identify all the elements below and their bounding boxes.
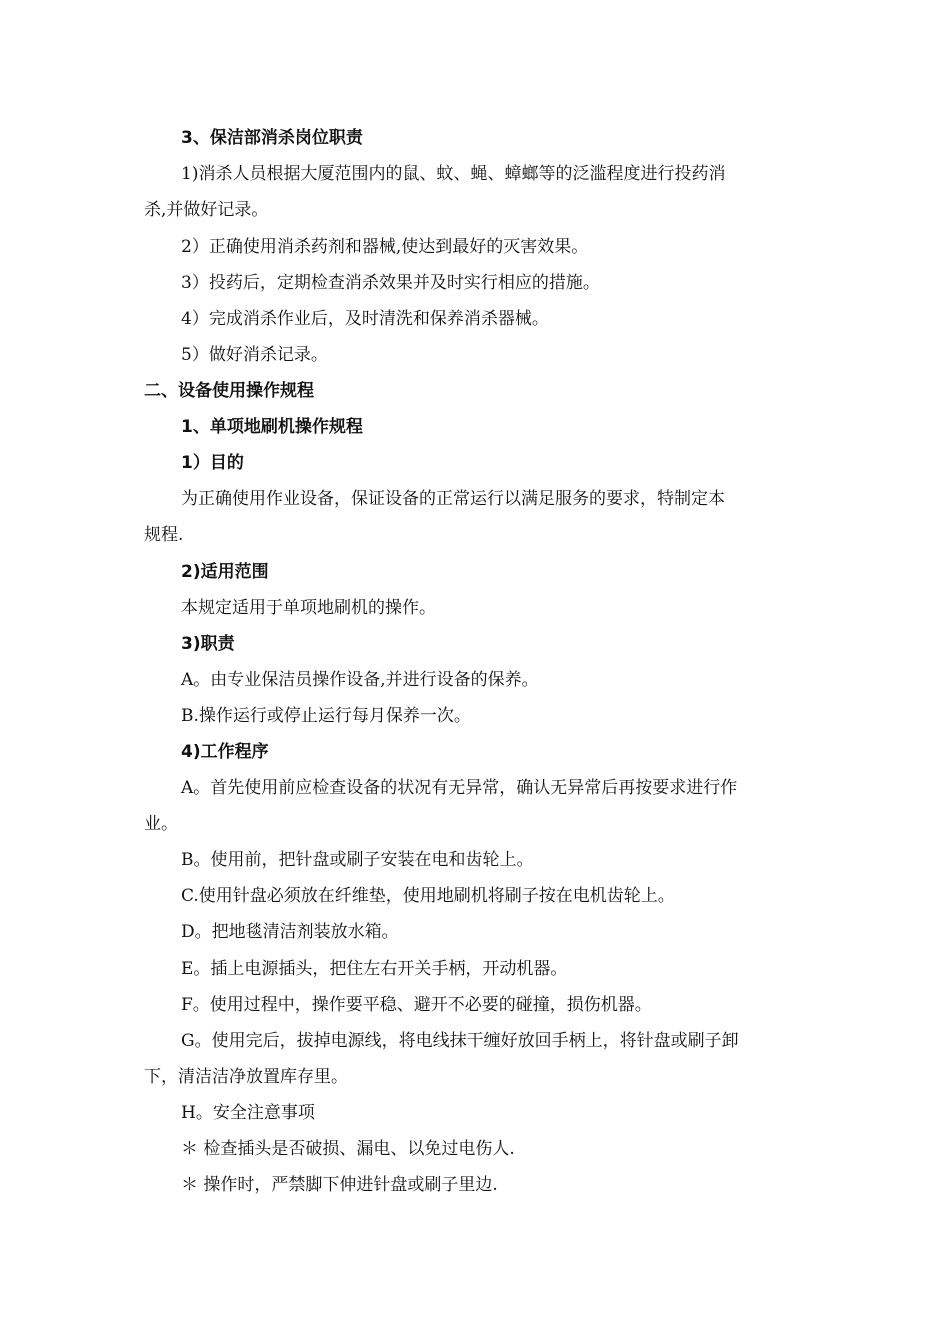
paragraph-line: C.使用针盘必须放在纤维垫，使用地刷机将刷子按在电机齿轮上。 xyxy=(181,886,675,906)
paragraph-line: A。由专业保洁员操作设备,并进行设备的保养。 xyxy=(181,670,539,690)
paragraph-line: 为正确使用作业设备，保证设备的正常运行以满足服务的要求，特制定本 xyxy=(181,489,725,509)
paragraph-line: 杀,并做好记录。 xyxy=(144,200,269,220)
subsection-heading: 4)工作程序 xyxy=(181,742,269,762)
paragraph-line: F。使用过程中，操作要平稳、避开不必要的碰撞，损伤机器。 xyxy=(181,995,652,1015)
subsection-heading: 1）目的 xyxy=(181,453,244,473)
subsection-heading: 3)职责 xyxy=(181,634,235,654)
paragraph-line: G。使用完后，拔掉电源线，将电线抹干缠好放回手柄上，将针盘或刷子卸 xyxy=(181,1031,739,1051)
paragraph-line: 3）投药后，定期检查消杀效果并及时实行相应的措施。 xyxy=(181,273,600,293)
paragraph-line: 4）完成消杀作业后，及时清洗和保养消杀器械。 xyxy=(181,309,549,329)
section-heading: 3、保洁部消杀岗位职责 xyxy=(181,128,363,148)
paragraph-line: 2）正确使用消杀药剂和器械,使达到最好的灭害效果。 xyxy=(181,237,589,257)
section-heading: 1、单项地刷机操作规程 xyxy=(181,417,363,437)
paragraph-line: 规程. xyxy=(144,525,184,545)
paragraph-line: 5）做好消杀记录。 xyxy=(181,345,328,365)
paragraph-line: 本规定适用于单项地刷机的操作。 xyxy=(181,598,436,618)
part-heading: 二、设备使用操作规程 xyxy=(144,381,314,401)
paragraph-line: 1)消杀人员根据大厦范围内的鼠、蚊、蝇、蟑螂等的泛滥程度进行投药消 xyxy=(181,164,726,184)
paragraph-line: E。插上电源插头，把住左右开关手柄，开动机器。 xyxy=(181,959,568,979)
paragraph-line: 业。 xyxy=(144,814,178,834)
paragraph-line: B。使用前，把针盘或刷子安装在电和齿轮上。 xyxy=(181,850,534,870)
subsection-heading: 2)适用范围 xyxy=(181,562,269,582)
paragraph-line: D。把地毯清洁剂装放水箱。 xyxy=(181,922,399,942)
paragraph-line: B.操作运行或停止运行每月保养一次。 xyxy=(181,706,471,726)
note-line: ＊ 检查插头是否破损、漏电、以免过电伤人. xyxy=(181,1139,515,1159)
paragraph-line: 下，清洁洁净放置库存里。 xyxy=(144,1067,348,1087)
note-line: ＊ 操作时，严禁脚下伸进针盘或刷子里边. xyxy=(181,1175,498,1195)
paragraph-line: H。安全注意事项 xyxy=(181,1103,315,1123)
paragraph-line: A。首先使用前应检查设备的状况有无异常，确认无异常后再按要求进行作 xyxy=(181,778,738,798)
